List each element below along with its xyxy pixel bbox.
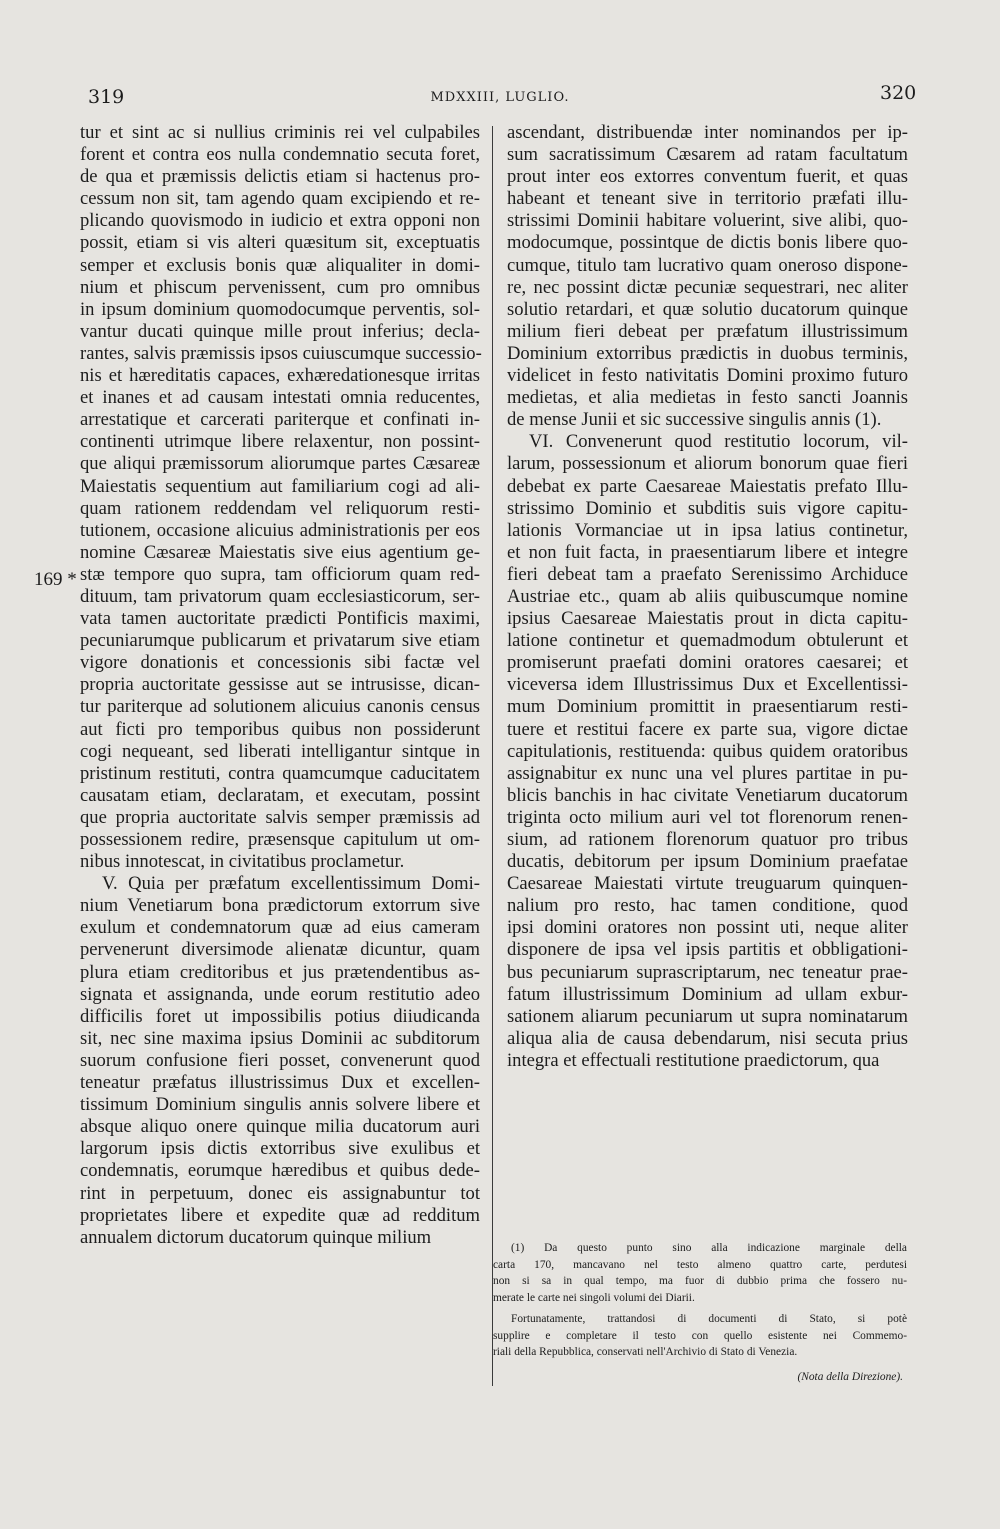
text-line: rint in perpetuum, donec eis assignabuntur tot: [80, 1182, 480, 1204]
text-line: nis et hæreditatis capaces, exhæredationesque irritas: [80, 365, 480, 387]
text-line: aut ficti pro temporibus quibus non possiderunt: [80, 718, 480, 740]
left-column: [80, 122, 480, 1249]
text-line: de qua et præmissis delictis etiam si hactenus pro-: [80, 166, 480, 188]
text-line: strissimo Dominio et subditis suis vigore capitu-: [507, 497, 908, 519]
text-line: blicis banchis in hac civitate Venetiarum ducatorum: [507, 784, 908, 806]
text-line: rantes, salvis præmissis ipsos cuiuscumque successio-: [80, 342, 482, 364]
text-line: larum, possessionum et aliorum bonorum quae fieri: [507, 453, 908, 475]
text-line: assignabitur ex nunc una vel plures partitae in pu-: [507, 762, 908, 784]
text-line: sium, ad rationem florenorum quatuor pro tribus: [507, 829, 908, 850]
text-line: vata tamen auctoritate prædicti Pontificis maximi,: [80, 608, 480, 630]
footnote-signoff: (Nota della Direzione).: [797, 1370, 903, 1383]
footnote: [493, 1240, 907, 1385]
text-line: mum Dominium promittit in praesentiarum resti-: [507, 696, 908, 718]
text-line: lationis Vormanciae ut in ipsa latius continetur,: [507, 519, 908, 541]
footnote-line: merate le carte nei singoli volumi dei Diarii.: [493, 1291, 695, 1304]
text-line: arrestatique et carcerati pariterque et confinati in-: [80, 409, 480, 431]
text-line: largorum ipsis dictis extorribus sive exulibus et: [80, 1138, 480, 1160]
text-line: difficilis foret ut impossibilis potius diiudicanda: [80, 1005, 480, 1027]
text-line: cessum non sit, tam agendo quam excipiendo et re-: [80, 188, 480, 210]
text-line: possit, etiam si vis alteri quæsitum sit, exceptuatis: [80, 232, 480, 254]
text-line: fieri debeat tam a praefato Serenissimo Archiduce: [507, 563, 908, 585]
text-line: milium fieri debeat per præfatum illustrissimum: [507, 320, 908, 342]
footnote-line: carta 170, mancavano nel testo almeno quattro carte, perdutesi: [493, 1258, 907, 1271]
text-line: strissimi Dominii habitare voluerint, sive alibi, quo-: [507, 210, 908, 232]
text-line: Dominium extorribus prædictis in duobus terminis,: [507, 342, 908, 364]
text-line: bus pecuniarum suprascriptarum, nec teneatur prae-: [507, 961, 908, 983]
text-line: fatum illustrissimum Dominium ad ullam exbur-: [507, 983, 908, 1005]
running-title: MDXXIII, LUGLIO.: [430, 90, 570, 105]
text-line: tissimum Dominium singulis annis solvere libere et: [80, 1094, 480, 1116]
text-line: semper et exclusis bonis quæ aliqualiter in domi-: [80, 254, 480, 276]
text-line: nibus innotescat, in civitatibus proclametur.: [80, 851, 405, 873]
text-line: possessionem redire, præsensque capitulum ut om-: [80, 829, 480, 850]
text-line: et inanes et ad causam intestati omnia reducentes,: [80, 387, 480, 409]
column-divider: [492, 126, 493, 1386]
text-line: tutionem, occasione alicuius administrationis per eos: [80, 519, 480, 541]
text-line: pristinum restituti, contra quamcumque caducitatem: [80, 762, 480, 784]
text-line: Maiestatis sequentium aut familiarium cogi ad ali-: [80, 475, 480, 497]
text-line: capitulationis, restituenda: quibus quidem oratoribus: [507, 740, 908, 762]
text-line: videlicet in festo nativitatis Domini proximo futuro: [507, 365, 908, 387]
right-column: [507, 122, 908, 1072]
text-line: cogi nequeant, sed liberati intelligantur sintque in: [80, 740, 480, 762]
text-line: proprietates libere et expedite quæ ad redditum: [80, 1204, 480, 1226]
text-line: modocumque, possintque de dictis bonis libere quo-: [507, 232, 908, 254]
page-number-left: 319: [88, 86, 125, 108]
text-line: viceversa idem Illustrissimus Dux et Excellentissi-: [507, 674, 908, 696]
text-line: causatam etiam, declaratam, et executam, possint: [80, 784, 480, 806]
text-line: triginta octo milium auri vel tot florenorum renen-: [507, 806, 908, 828]
text-line: continenti utrimque libere relaxentur, non possint-: [80, 431, 480, 453]
text-line: plura etiam creditoribus et jus prætendentibus as-: [80, 961, 480, 983]
text-line: stæ tempore quo supra, tam officiorum quam red-: [80, 563, 480, 585]
text-line: VI. Convenerunt quod restitutio locorum, vil-: [529, 431, 908, 453]
text-line: ducatis, debitorum per ipsum Dominium praefatae: [507, 851, 908, 873]
text-line: que aliqui præmissorum aliorumque partes Cæsareæ: [80, 453, 480, 475]
text-line: nalium pro resto, hac tamen conditione, quod: [507, 895, 908, 917]
text-line: suorum confusione fieri posset, convenerunt quod: [80, 1049, 480, 1071]
text-line: condemnatis, eorumque hæredibus et quibus dede-: [80, 1160, 480, 1182]
text-line: quam rationem reddendam vel reliquorum resti-: [80, 497, 480, 519]
text-line: teneatur præfatus illustrissimus Dux et excellen-: [80, 1072, 480, 1094]
text-line: propria auctoritate gessisse aut se intrusisse, dican-: [80, 674, 480, 696]
text-line: sationem aliarum pecuniarum ut supra nominatarum: [507, 1005, 908, 1027]
text-line: medietas, et alia medietas in festo sancti Joannis: [507, 387, 908, 409]
margin-folio-note: 169 *: [34, 569, 77, 590]
text-line: debebat ex parte Caesareae Maiestatis prefato Illu-: [507, 475, 908, 497]
text-line: tur pariterque ad solutionem alicuius canonis census: [80, 696, 480, 718]
text-line: latione continetur et quemadmodum obtulerunt et: [507, 630, 908, 652]
text-line: promiserunt praefati domini oratores caesarei; et: [507, 652, 908, 674]
page-number-right: 320: [880, 82, 917, 104]
text-line: annualem dictorum ducatorum quinque milium: [80, 1226, 432, 1248]
text-line: prout inter eos extorres conventum fuerit, et quas: [507, 166, 908, 188]
text-line: et non fuit facta, in praesentiarum libere et integre: [507, 541, 908, 563]
text-line: Caesareae Maiestati virtute treuguarum quinquen-: [507, 873, 908, 895]
text-line: re, nec possint dictæ pecuniæ sequestrari, nec aliter: [507, 276, 908, 298]
footnote-line: non si sa in qual tempo, ma fuor di dubbio prima che fossero nu-: [493, 1275, 907, 1287]
text-line: pecuniarumque publicarum et privatarum sive etiam: [80, 630, 480, 652]
text-line: absque aliquo onere quinque milia ducatorum auri: [80, 1116, 480, 1138]
text-line: forent et contra eos nulla condemnatio secuta foret,: [80, 144, 480, 166]
text-line: sit, nec sine maxima ipsius Dominii ac subditorum: [80, 1027, 480, 1049]
text-line: nium et phiscum pervenissent, cum pro omnibus: [80, 276, 480, 298]
text-line: disponere de ipsa vel ipsis partitis et obbligationi-: [507, 939, 908, 961]
text-line: V. Quia per præfatum excellentissimum Domi-: [102, 873, 480, 895]
text-line: integra et effectuali restitutione praedictorum, qua: [507, 1049, 880, 1071]
text-line: ipsius Caesareae Maiestatis prout in dicta capitu-: [507, 608, 908, 630]
text-line: de mense Junii et sic successive singulis annis (1).: [507, 409, 882, 431]
footnote-line: (1) Da questo punto sino alla indicazione marginale della: [511, 1242, 907, 1254]
text-line: nomine Cæsareæ Maiestatis sive eius agentium ge-: [80, 541, 480, 563]
footnote-line: riali della Repubblica, conservati nell'Archivio di Stato di Venezia.: [493, 1346, 798, 1358]
text-line: ipsi domini oratores non possint uti, neque aliter: [507, 917, 908, 939]
text-line: Austriae etc., quam ab aliis quibuscumque nomine: [507, 585, 908, 607]
text-line: tur et sint ac si nullius criminis rei vel culpabiles: [80, 122, 480, 143]
text-line: cumque, titulo tam lucrativo quam oneroso dispone-: [507, 254, 908, 276]
text-line: in ipsum dominium quomodocumque perventis, sol-: [80, 298, 480, 320]
text-line: vigore donationis et concessionis sibi factæ vel: [80, 652, 480, 674]
text-line: que propria auctoritate salvis semper præmissis ad: [80, 806, 480, 828]
text-line: vantur ducati quinque mille prout inferius; decla-: [80, 320, 480, 342]
text-line: habeant et teneant sive in territorio præfati illu-: [507, 188, 908, 210]
text-line: ascendant, distribuendæ inter nominandos per ip-: [507, 122, 908, 143]
text-line: solutio retardari, et quæ solutio ducatorum quinque: [507, 298, 908, 320]
text-line: plicando quovismodo in iudicio et extra opponi non: [80, 210, 480, 232]
text-line: nium Venetiarum bona prædictorum extorrum sive: [80, 895, 480, 917]
footnote-line: supplire e completare il testo con quello esistente nei Commemo-: [493, 1329, 907, 1342]
text-line: sum sacratissimum Cæsarem ad ratam facultatum: [507, 144, 908, 166]
text-line: tuere et restitui facere ex parte sua, vigore dictae: [507, 718, 908, 740]
footnote-line: Fortunatamente, trattandosi di documenti di Stato, si potè: [511, 1313, 907, 1325]
text-line: signata et assignanda, unde eorum restitutio adeo: [80, 983, 480, 1005]
page-header: [0, 82, 1000, 116]
text-line: exulum et condemnatorum quæ ad eius cameram: [80, 917, 480, 939]
text-line: dituum, tam privatorum quam ecclesiasticorum, ser-: [80, 585, 480, 607]
text-line: aliqua alia de causa debendarum, nisi secuta prius: [507, 1027, 908, 1049]
text-line: pervenerunt diversimode alienatæ dicuntur, quam: [80, 939, 480, 961]
